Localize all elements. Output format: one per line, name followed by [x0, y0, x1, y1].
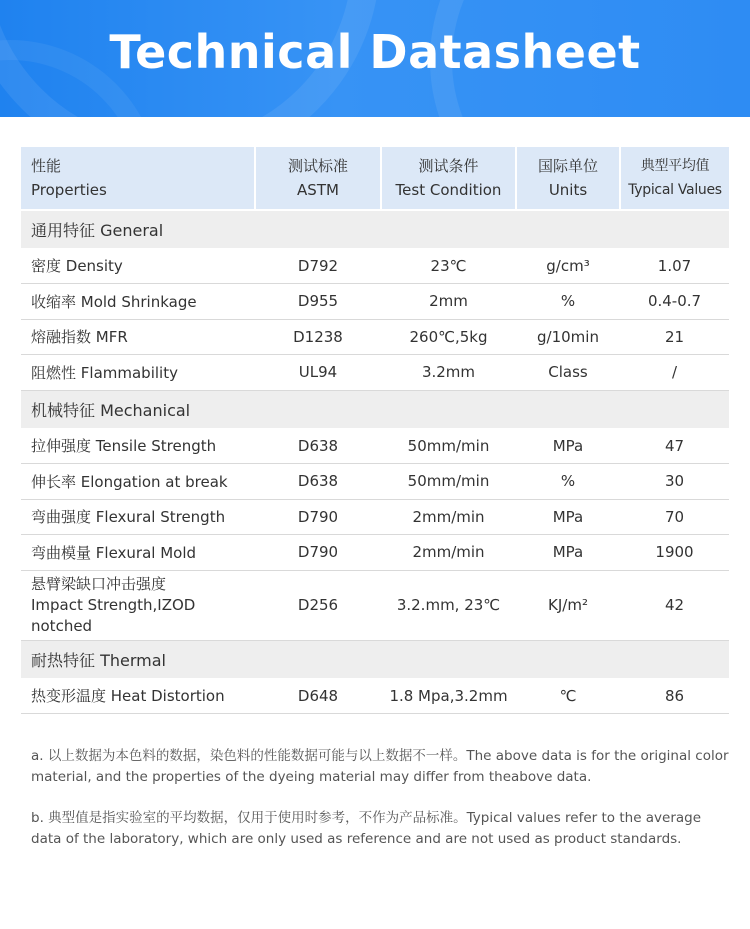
typical-value: 21 — [620, 319, 729, 355]
unit: MPa — [516, 428, 620, 464]
unit: ℃ — [516, 678, 620, 714]
typical-value: / — [620, 355, 729, 391]
astm-standard: D792 — [255, 248, 381, 284]
table-row — [21, 248, 729, 284]
table-row — [21, 284, 729, 320]
typical-value: 70 — [620, 499, 729, 535]
header-test-condition: 测试条件 Test Condition — [381, 147, 516, 210]
test-condition: 260℃,5kg — [381, 319, 516, 355]
test-condition: 50mm/min — [381, 464, 516, 500]
test-condition: 50mm/min — [381, 428, 516, 464]
unit: % — [516, 284, 620, 320]
typical-value: 47 — [620, 428, 729, 464]
test-condition: 3.2mm — [381, 355, 516, 391]
astm-standard: UL94 — [255, 355, 381, 391]
astm-standard: D638 — [255, 428, 381, 464]
section-title: 耐热特征 Thermal — [21, 640, 729, 678]
footnotes — [31, 746, 731, 870]
typical-value: 30 — [620, 464, 729, 500]
table-row — [21, 678, 729, 714]
property-name: 悬臂梁缺口冲击强度 Impact Strength,IZOD notched — [21, 570, 255, 640]
header-astm: 测试标准 ASTM — [255, 147, 381, 210]
unit: Class — [516, 355, 620, 391]
table-row — [21, 570, 729, 640]
typical-value: 0.4-0.7 — [620, 284, 729, 320]
header-properties: 性能 Properties — [21, 147, 255, 210]
unit: g/10min — [516, 319, 620, 355]
datasheet-table — [21, 147, 729, 714]
property-name: 弯曲模量 Flexural Mold — [21, 535, 255, 571]
property-name: 熔融指数 MFR — [21, 319, 255, 355]
unit: g/cm³ — [516, 248, 620, 284]
typical-value: 42 — [620, 570, 729, 640]
table-row — [21, 535, 729, 571]
footnote-a: a. 以上数据为本色料的数据，染色料的性能数据可能与以上数据不一样。The above data is for the original color material, and the properties of the dyeing material may differ from theabove data. — [31, 748, 729, 785]
astm-standard: D638 — [255, 464, 381, 500]
test-condition: 2mm/min — [381, 499, 516, 535]
property-name: 阻燃性 Flammability — [21, 355, 255, 391]
property-name: 弯曲强度 Flexural Strength — [21, 499, 255, 535]
property-name: 拉伸强度 Tensile Strength — [21, 428, 255, 464]
unit: MPa — [516, 535, 620, 571]
astm-standard: D790 — [255, 499, 381, 535]
page-title: Technical Datasheet — [109, 25, 641, 79]
footnote-b: b. 典型值是指实验室的平均数据，仅用于使用时参考，不作为产品标准。Typical values refer to the average data of the laboratory, which are only used as reference and are not used as product standards. — [31, 810, 702, 847]
property-name: 收缩率 Mold Shrinkage — [21, 284, 255, 320]
unit: KJ/m² — [516, 570, 620, 640]
test-condition: 3.2.mm, 23℃ — [381, 570, 516, 640]
astm-standard: D955 — [255, 284, 381, 320]
table-header-row — [21, 147, 729, 210]
typical-value: 1900 — [620, 535, 729, 571]
astm-standard: D790 — [255, 535, 381, 571]
section-general — [21, 210, 729, 248]
section-mechanical — [21, 390, 729, 428]
header-banner — [0, 0, 750, 117]
property-name: 密度 Density — [21, 248, 255, 284]
test-condition: 2mm/min — [381, 535, 516, 571]
table-row — [21, 428, 729, 464]
test-condition: 23℃ — [381, 248, 516, 284]
typical-value: 86 — [620, 678, 729, 714]
astm-standard: D256 — [255, 570, 381, 640]
table-row — [21, 355, 729, 391]
astm-standard: D648 — [255, 678, 381, 714]
test-condition: 2mm — [381, 284, 516, 320]
astm-standard: D1238 — [255, 319, 381, 355]
property-name: 热变形温度 Heat Distortion — [21, 678, 255, 714]
table-row — [21, 464, 729, 500]
unit: MPa — [516, 499, 620, 535]
test-condition: 1.8 Mpa,3.2mm — [381, 678, 516, 714]
table-row — [21, 499, 729, 535]
unit: % — [516, 464, 620, 500]
section-title: 通用特征 General — [21, 210, 729, 248]
section-thermal — [21, 640, 729, 678]
table-row — [21, 319, 729, 355]
header-units: 国际单位 Units — [516, 147, 620, 210]
section-title: 机械特征 Mechanical — [21, 390, 729, 428]
typical-value: 1.07 — [620, 248, 729, 284]
property-name: 伸长率 Elongation at break — [21, 464, 255, 500]
header-typical-values: 典型平均值 Typical Values — [620, 147, 729, 210]
